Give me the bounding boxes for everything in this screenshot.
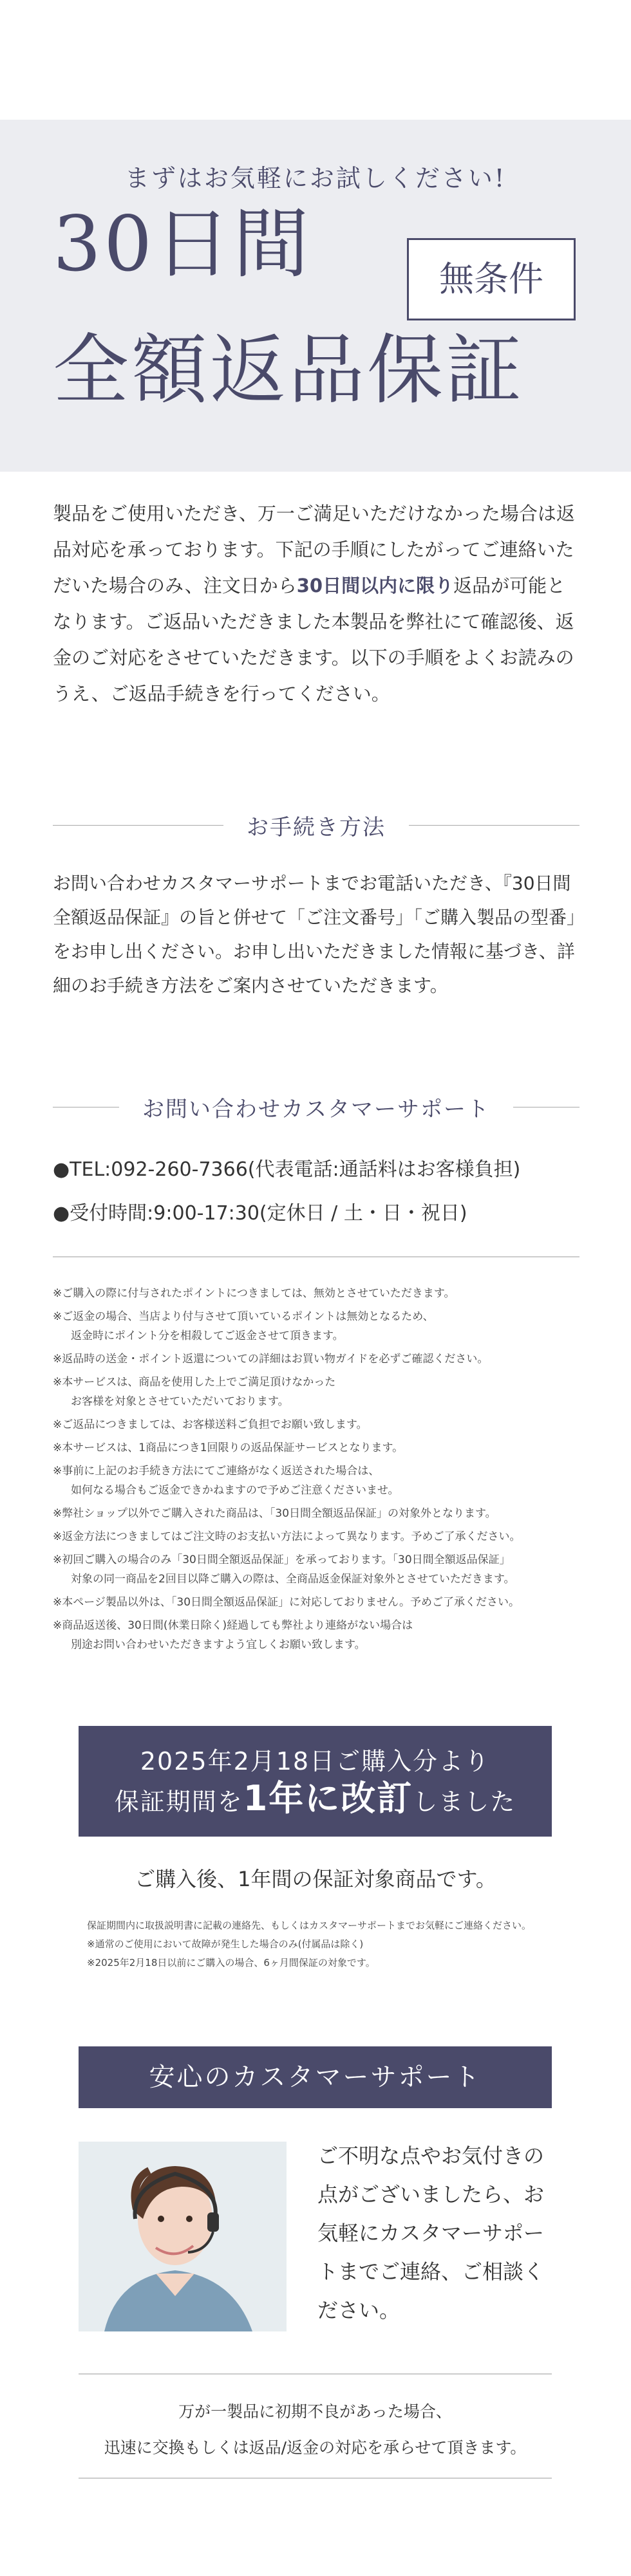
contact-tel[interactable]: ●TEL:092-260-7366(代表電話:通話料はお客様負担) [53, 1158, 521, 1181]
note-sub: 対象の同一商品を2回目以降ご購入の際は、全商品返金保証対象外とさせていただきます。 [71, 1573, 515, 1586]
note-item [53, 1373, 579, 1411]
note-item [53, 1307, 579, 1346]
note-main: ※返品時の送金・ポイント返還についての詳細はお買い物ガイドを必ずご確認ください。 [53, 1353, 489, 1366]
note-main: ※本サービスは、商品を使用した上でご満足頂けなかった [53, 1376, 336, 1389]
note-item [53, 1461, 579, 1500]
warranty-fine-print [87, 1916, 576, 1972]
hero-tagline: まずはお気軽にお試しください! [124, 164, 507, 192]
divider [53, 825, 223, 826]
note-sub: 如何なる場合もご返金できかねますので予めご注意くださいませ。 [71, 1484, 399, 1497]
warranty-line2-pre: 保証期間を [114, 1788, 243, 1816]
note-item [53, 1284, 579, 1303]
contact-heading-label: お問い合わせカスタマーサポート [142, 1096, 490, 1122]
contact-hours: ●受付時間:9:00-17:30(定休日 / 土・日・祝日) [53, 1202, 467, 1225]
note-item [53, 1349, 579, 1369]
note-main: ※商品返送後、30日間(休業日除く)経過しても弊社より連絡がない場合は [53, 1619, 413, 1632]
intro-part2: 返品が可能となります。ご返品いただきました本製品を弊社にて確認後、返金のご対応をさせていただきます。以下の手順をよくお読みのうえ、ご返品手続きを行ってください。 [53, 575, 574, 705]
warranty-banner [79, 1726, 552, 1837]
note-item [53, 1527, 579, 1546]
note-item [53, 1415, 579, 1434]
note-main: ※弊社ショップ以外でご購入された商品は、「30日間全額返品保証」の対象外となります。 [53, 1507, 496, 1520]
note-item [53, 1504, 579, 1523]
note-main: ※本サービスは、1商品につき1回限りの返品保証サービスとなります。 [53, 1441, 404, 1454]
note-sub: 別途お問い合わせいただきますよう宜しくお願い致します。 [71, 1638, 366, 1651]
note-main: ※事前に上記のお手続き方法にてご連絡がなく返送された場合は、 [53, 1465, 380, 1478]
warranty-fine1: 保証期間内に取扱説明書に記載の連絡先、もしくはカスタマーサポートまでお気軽にご連絡ください。 [87, 1920, 532, 1931]
contact-heading [53, 1094, 579, 1120]
note-item [53, 1616, 579, 1654]
warranty-subtitle: ご購入後、1年間の保証対象商品です。 [135, 1867, 496, 1891]
note-main: ※ご返金の場合、当店より付与させて頂いているポイントは無効となるため、 [53, 1310, 434, 1323]
warranty-fine3: ※2025年2月18日以前にご購入の場合、6ヶ月間保証の対象です。 [87, 1957, 375, 1969]
note-item [53, 1438, 579, 1458]
note-sub: お客様を対象とさせていただいております。 [71, 1395, 289, 1408]
warranty-line2 [79, 1780, 552, 1821]
intro-text [53, 496, 579, 712]
procedure-heading [53, 812, 579, 838]
hero-title-line1: 30日間 [53, 199, 312, 288]
intro-part1: 製品をご使用いただき、万一ご満足いただけなかった場合は返品対応を承っております。下記の手順にしたがってご連絡いただいた場合のみ、注文日から [53, 503, 575, 597]
divider [53, 1256, 579, 1257]
procedure-text: お問い合わせカスタマーサポートまでお電話いただき、『30日間全額返品保証』の旨と併せて「ご注文番号」「ご購入製品の型番」をお申し出ください。お申し出いただきました情報に基づき、詳細のお手続き方法をご案内させていただきます。 [53, 873, 576, 996]
procedure-heading-label: お手続き方法 [247, 814, 386, 840]
support-banner: 安心のカスタマーサポート [79, 2046, 552, 2108]
support-operator-photo [79, 2142, 287, 2331]
note-item [53, 1550, 579, 1589]
warranty-fine2: ※通常のご使用において故障が発生した場合のみ(付属品は除く) [87, 1938, 364, 1950]
closing-line2: 迅速に交換もしくは返品/返金の対応を承らせて頂きます。 [104, 2438, 527, 2457]
note-item [53, 1593, 579, 1612]
unconditional-badge: 無条件 [407, 238, 576, 320]
hero-title-line2: 全額返品保証 [53, 326, 525, 414]
divider [79, 2478, 552, 2479]
note-main: ※初回ご購入の場合のみ「30日間全額返品保証」を承っております。「30日間全額返品保証」 [53, 1553, 511, 1566]
closing-text [79, 2394, 552, 2466]
warranty-line2-post: しました [413, 1788, 516, 1816]
divider [79, 2373, 552, 2375]
warranty-line1: 2025年2月18日ご購入分より [140, 1747, 491, 1775]
operator-illustration [79, 2142, 287, 2331]
warranty-line2-emphasis: 1年に改訂 [243, 1778, 413, 1819]
intro-highlight: 30日間以内に限り [296, 575, 454, 597]
closing-line1: 万が一製品に初期不良があった場合、 [178, 2402, 452, 2421]
notes-list [53, 1284, 579, 1658]
divider [409, 825, 579, 826]
note-sub: 返金時にポイント分を相殺してご返金させて頂きます。 [71, 1330, 344, 1342]
note-main: ※ご購入の際に付与されたポイントにつきましては、無効とさせていただきます。 [53, 1287, 455, 1300]
support-text: ご不明な点やお気付きの点がございましたら、お気軽にカスタマーサポートまでご連絡、ご相談ください。 [317, 2144, 545, 2322]
note-main: ※本ページ製品以外は、「30日間全額返品保証」に対応しておりません。予めご了承ください。 [53, 1596, 520, 1609]
note-main: ※返金方法につきましてはご注文時のお支払い方法によって異なります。予めご了承ください。 [53, 1530, 521, 1543]
note-main: ※ご返品につきましては、お客様送料ご負担でお願い致します。 [53, 1418, 368, 1431]
